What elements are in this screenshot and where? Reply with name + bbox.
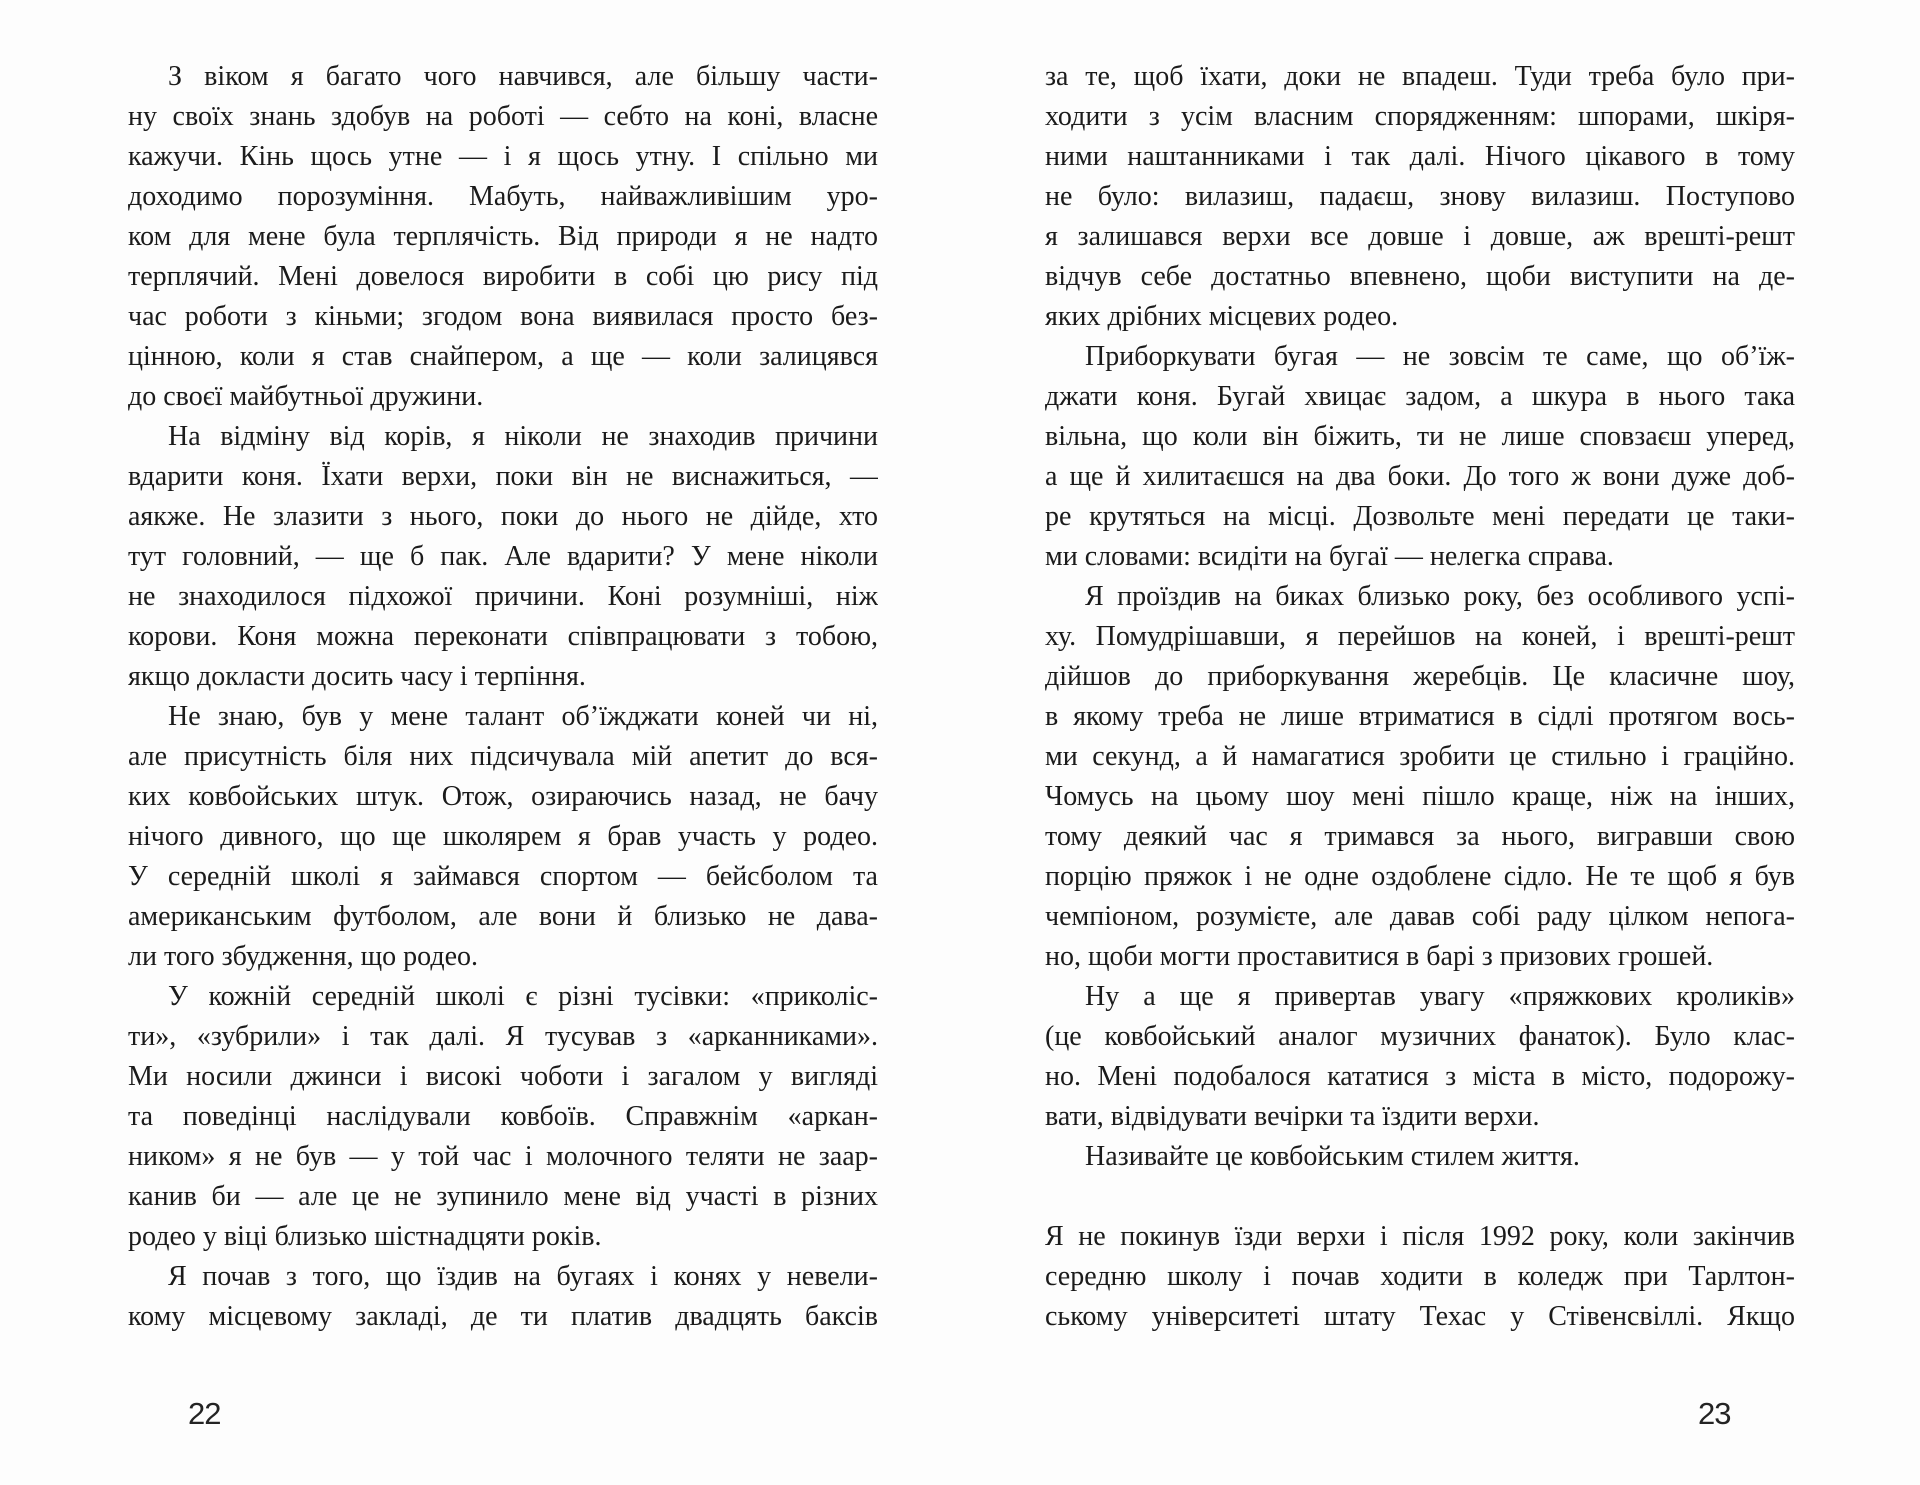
text-line: нічого дивного, що ще школярем я брав участь у родео.: [128, 821, 878, 852]
text-line: ли того збудження, що родео.: [128, 941, 479, 972]
text-line: Ми носили джинси і високі чоботи і загалом у вигляді: [128, 1061, 878, 1092]
paragraph: [128, 697, 878, 977]
text-line: порцію пряжок і не одне оздоблене сідло. Не те щоб я був: [1045, 861, 1795, 892]
text-line: ходити з усім власним спорядженням: шпорами, шкіря-: [1045, 101, 1795, 132]
text-line: тут головний, — ще б пак. Але вдарити? У мене ніколи: [128, 541, 878, 572]
paragraph: [128, 1257, 878, 1337]
text-line: за те, щоб їхати, доки не впадеш. Туди треба було при-: [1045, 61, 1795, 92]
text-line: Ну а ще я привертав увагу «пряжкових кроликів»: [1085, 981, 1795, 1012]
text-line: ському університеті штату Техас у Стівенсвіллі. Якщо: [1045, 1301, 1795, 1332]
text-line: ну своїх знань здобув на роботі — себто на коні, власне: [128, 101, 878, 132]
text-line: У середній школі я займався спортом — бейсболом та: [128, 861, 878, 892]
paragraph: [1045, 1217, 1795, 1337]
text-line: але присутність біля них підсичувала мій апетит до вся-: [128, 741, 878, 772]
paragraph: [128, 417, 878, 697]
text-line: Приборкувати бугая — не зовсім те саме, що об’їж-: [1085, 341, 1795, 372]
page-left-text-block: [128, 57, 878, 1337]
text-line: американським футболом, але вони й близько не дава-: [128, 901, 878, 932]
paragraph: [1045, 577, 1795, 977]
page-right: [960, 0, 1920, 1485]
text-line: Не знаю, був у мене талант об’їжджати коней чи ні,: [168, 701, 878, 732]
text-line: У кожній середній школі є різні тусівки: «приколіс-: [168, 981, 878, 1012]
paragraph: [1045, 1137, 1795, 1177]
text-line: ти», «зубрили» і так далі. Я тусував з «арканниками».: [128, 1021, 878, 1052]
text-line: кому місцевому закладі, де ти платив двадцять баксів: [128, 1301, 878, 1332]
text-line: вільна, що коли він біжить, ти не лише сповзаєш уперед,: [1045, 421, 1795, 452]
text-line: корови. Коня можна переконати співпрацювати з тобою,: [128, 621, 878, 652]
text-line: ху. Помудрішавши, я перейшов на коней, і врешті-решт: [1045, 621, 1795, 652]
text-line: не знаходилося підхожої причини. Коні розумніші, ніж: [128, 581, 878, 612]
text-line: дійшов до приборкування жеребців. Це класичне шоу,: [1045, 661, 1795, 692]
text-line: середню школу і почав ходити в коледж при Тарлтон-: [1045, 1261, 1795, 1292]
text-line: Називайте це ковбойським стилем життя.: [1085, 1141, 1580, 1172]
text-line: час роботи з кіньми; згодом вона виявилася просто без-: [128, 301, 878, 332]
text-line: кажучи. Кінь щось утне — і я щось утну. І спільно ми: [128, 141, 878, 172]
text-line: чемпіоном, розумієте, але давав собі раду цілком непога-: [1045, 901, 1795, 932]
text-line: джати коня. Бугай хвицає задом, а шкура в нього така: [1045, 381, 1795, 412]
paragraph: [128, 977, 878, 1257]
text-line: Чомусь на цьому шоу мені пішло краще, ніж на інших,: [1045, 781, 1795, 812]
page-number-left: 22: [188, 1396, 221, 1431]
text-line: а ще й хилитаєшся на два боки. До того ж вони дуже доб-: [1045, 461, 1795, 492]
text-line: ких ковбойських штук. Отож, озираючись назад, не бачу: [128, 781, 878, 812]
text-line: ником» я не був — у той час і молочного теляти не заар-: [128, 1141, 878, 1172]
text-line: не було: вилазиш, падаєш, знову вилазиш. Поступово: [1045, 181, 1795, 212]
text-line: ми словами: всидіти на бугаї — нелегка справа.: [1045, 541, 1614, 572]
text-line: но, щоби могти проставитися в барі з призових грошей.: [1045, 941, 1714, 972]
page-number-right: 23: [1698, 1396, 1731, 1431]
paragraph: [1045, 57, 1795, 337]
text-line: ми секунд, а й намагатися зробити це стильно і граційно.: [1045, 741, 1795, 772]
text-line: якщо докласти досить часу і терпіння.: [128, 661, 586, 692]
paragraph: [128, 57, 878, 417]
text-line: вдарити коня. Їхати верхи, поки він не виснажиться, —: [128, 461, 878, 492]
text-line: Я не покинув їзди верхи і після 1992 року, коли закінчив: [1045, 1221, 1795, 1252]
text-line: ком для мене була терплячість. Від природи я не надто: [128, 221, 878, 252]
text-line: ре крутяться на місці. Дозвольте мені передати це таки-: [1045, 501, 1795, 532]
paragraph: [1045, 337, 1795, 577]
text-line: цінною, коли я став снайпером, а ще — коли залицявся: [128, 341, 878, 372]
text-line: Я почав з того, що їздив на бугаях і конях у невели-: [168, 1261, 878, 1292]
text-line: Я проїздив на биках близько року, без особливого успі-: [1085, 581, 1795, 612]
text-line: (це ковбойський аналог музичних фанаток). Було клас-: [1045, 1021, 1795, 1052]
text-line: ними наштанниками і так далі. Нічого цікавого в тому: [1045, 141, 1795, 172]
text-line: до своєї майбутньої дружини.: [128, 381, 484, 412]
text-line: родео у віці близько шістнадцяти років.: [128, 1221, 602, 1252]
text-line: вати, відвідувати вечірки та їздити верхи.: [1045, 1101, 1540, 1132]
text-line: яких дрібних місцевих родео.: [1045, 301, 1399, 332]
text-line: но. Мені подобалося кататися з міста в місто, подорожу-: [1045, 1061, 1795, 1092]
text-line: відчув себе достатньо впевнено, щоби виступити на де-: [1045, 261, 1795, 292]
text-line: З віком я багато чого навчився, але більшу части-: [168, 61, 878, 92]
paragraph: [1045, 977, 1795, 1137]
text-line: терплячий. Мені довелося виробити в собі цю рису під: [128, 261, 878, 292]
text-line: канив би — але це не зупинило мене від участі в різних: [128, 1181, 878, 1212]
text-line: та поведінці наслідували ковбоїв. Справжнім «аркан-: [128, 1101, 878, 1132]
text-line: доходимо порозуміння. Мабуть, найважливішим уро-: [128, 181, 878, 212]
text-line: На відміну від корів, я ніколи не знаходив причини: [168, 421, 878, 452]
text-line: в якому треба не лише втриматися в сідлі протягом вось-: [1045, 701, 1795, 732]
text-line: аякже. Не злазити з нього, поки до нього не дійде, хто: [128, 501, 878, 532]
text-line: я залишався верхи все довше і довше, аж врешті-решт: [1045, 221, 1795, 252]
page-right-text-block: [1045, 57, 1795, 1337]
text-line: тому деякий час я тримався за нього, вигравши свою: [1045, 821, 1795, 852]
